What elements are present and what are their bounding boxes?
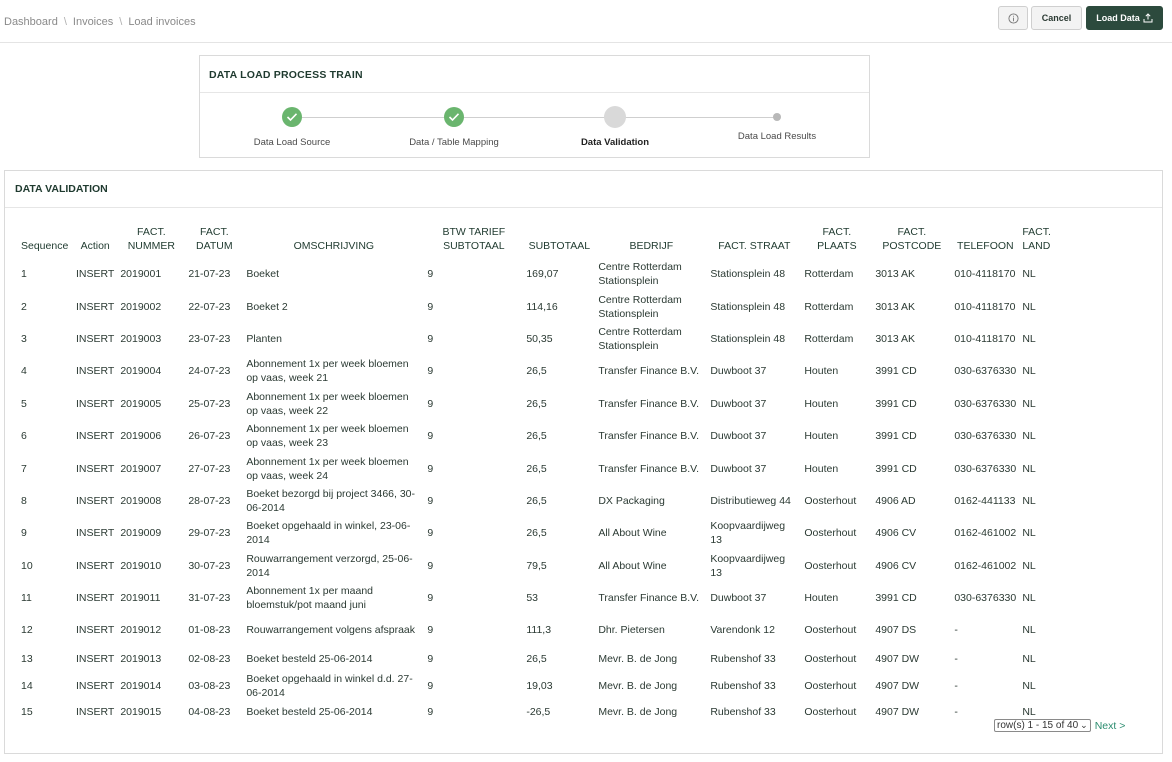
table-cell: 11 [21, 592, 32, 605]
table-cell: INSERT [76, 706, 115, 719]
table-row [19, 420, 1059, 452]
table-cell: 12 [21, 624, 33, 637]
table-cell: Oosterhout [804, 494, 857, 507]
table-cell: Mevr. B. de Jong [598, 706, 678, 719]
table-row [19, 647, 1059, 672]
table-cell: 04-08-23 [188, 706, 231, 719]
table-cell: 3013 AK [875, 300, 916, 313]
table-row [19, 517, 1059, 549]
step-data-load-source[interactable] [222, 106, 362, 148]
table-cell: 4906 CV [875, 559, 917, 572]
table-cell: 169,07 [526, 268, 559, 281]
table-cell: 7 [21, 462, 27, 475]
column-header[interactable]: FACT. LAND [1022, 226, 1051, 252]
table-row [19, 672, 1059, 700]
table-cell: 9 [427, 559, 434, 572]
table-cell: Stationsplein 48 [710, 332, 786, 345]
table-cell: NL [1022, 592, 1036, 605]
table-cell: Oosterhout [804, 559, 857, 572]
table-cell: INSERT [76, 527, 115, 540]
table-cell: Oosterhout [804, 679, 857, 692]
table-cell: NL [1022, 624, 1036, 637]
table-cell: Duwboot 37 [710, 397, 767, 410]
table-cell: 9 [427, 653, 434, 666]
step-data-validation [545, 106, 685, 148]
table-cell: 79,5 [526, 559, 547, 572]
next-page-link[interactable]: Next > [1094, 719, 1126, 732]
load-data-button[interactable] [1086, 6, 1163, 30]
table-cell: 53 [526, 592, 539, 605]
table-cell: 28-07-23 [188, 494, 231, 507]
table-cell: 6 [21, 430, 27, 443]
table-cell: - [954, 624, 958, 637]
step-label: Data Load Results [737, 131, 817, 142]
process-train-title: DATA LOAD PROCESS TRAIN [200, 56, 869, 93]
table-cell: INSERT [76, 592, 115, 605]
table-cell: 030-6376330 [954, 397, 1017, 410]
table-cell: 2019007 [120, 462, 162, 475]
table-cell: Rubenshof 33 [710, 679, 776, 692]
table-cell: 24-07-23 [188, 365, 231, 378]
table-cell: 2019003 [120, 332, 162, 345]
column-header[interactable]: SUBTOTAAL [528, 240, 591, 252]
table-cell: - [954, 653, 958, 666]
table-header-row [19, 225, 1059, 258]
table-cell: 2019012 [120, 624, 162, 637]
table-cell: Oosterhout [804, 706, 857, 719]
table-cell: Houten [804, 365, 839, 378]
table-cell: 9 [427, 592, 434, 605]
table-cell: Boeket [246, 268, 280, 281]
column-header[interactable]: OMSCHRIJVING [293, 240, 375, 252]
table-cell: 23-07-23 [188, 332, 231, 345]
table-cell: NL [1022, 527, 1036, 540]
table-cell: 8 [21, 494, 27, 507]
step-label: Data Load Source [253, 137, 331, 148]
table-cell: 13 [21, 653, 33, 666]
table-cell: Centre Rotterdam Stationsplein [598, 261, 682, 288]
table-cell: 2019014 [120, 679, 162, 692]
table-cell: Houten [804, 462, 839, 475]
table-cell: 010-4118170 [954, 268, 1016, 281]
table-row [19, 582, 1059, 614]
table-cell: 2019004 [120, 365, 162, 378]
table-cell: - [954, 706, 958, 719]
table-cell: Boeket 2 [246, 300, 288, 313]
table-cell: 1 [21, 268, 27, 281]
breadcrumb-current: Load invoices [128, 16, 196, 28]
table-cell: 114,16 [526, 300, 558, 313]
table-cell: NL [1022, 462, 1036, 475]
table-cell: 030-6376330 [954, 462, 1017, 475]
table-cell: Abonnement 1x per week bloemen op vaas, week 24 [246, 455, 409, 482]
table-cell: NL [1022, 332, 1036, 345]
table-cell: 9 [21, 527, 27, 540]
table-cell: 9 [427, 462, 434, 475]
top-bar [0, 0, 1172, 43]
table-cell: 4 [21, 365, 27, 378]
table-cell: All About Wine [598, 527, 667, 540]
table-cell: 9 [427, 706, 434, 719]
table-cell: 2019010 [120, 559, 162, 572]
table-row [19, 323, 1059, 355]
table-cell: 3013 AK [875, 332, 916, 345]
table-cell: Boeket besteld 25-06-2014 [246, 653, 373, 666]
load-data-label: Load Data [1096, 13, 1140, 23]
table-cell: NL [1022, 653, 1036, 666]
table-cell: Rubenshof 33 [710, 653, 776, 666]
table-cell: - [954, 679, 958, 692]
table-cell: Oosterhout [804, 653, 857, 666]
table-cell: 4907 DS [875, 624, 917, 637]
table-cell: 26,5 [526, 494, 547, 507]
step-data-load-results [707, 106, 847, 142]
table-cell: 01-08-23 [188, 624, 231, 637]
table-cell: Centre Rotterdam Stationsplein [598, 293, 682, 320]
check-icon [282, 107, 302, 127]
table-cell: Rubenshof 33 [710, 706, 776, 719]
table-cell: 21-07-23 [188, 268, 231, 281]
table-cell: INSERT [76, 559, 115, 572]
table-cell: INSERT [76, 494, 115, 507]
table-cell: 9 [427, 527, 434, 540]
cancel-button[interactable]: Cancel [1031, 6, 1082, 30]
table-cell: 0162-441133 [954, 494, 1016, 507]
table-cell: 111,3 [526, 624, 552, 637]
table-row [19, 550, 1059, 582]
table-cell: Rotterdam [804, 332, 854, 345]
table-cell: Boeket besteld 25-06-2014 [246, 706, 373, 719]
table-cell: Houten [804, 430, 839, 443]
table-cell: DX Packaging [598, 494, 665, 507]
table-row [19, 614, 1059, 646]
table-cell: 2019015 [120, 706, 162, 719]
table-cell: 3 [21, 332, 27, 345]
table-cell: 9 [427, 300, 434, 313]
table-cell: 010-4118170 [954, 300, 1016, 313]
table-cell: 26,5 [526, 430, 547, 443]
column-header[interactable]: TELEFOON [957, 240, 1014, 252]
table-row [19, 290, 1059, 322]
table-cell: INSERT [76, 679, 115, 692]
table-cell: INSERT [76, 397, 115, 410]
table-row [19, 485, 1059, 517]
column-header[interactable]: Action [80, 240, 110, 252]
table-cell: 50,35 [526, 332, 553, 345]
pagination [994, 719, 1125, 732]
table-cell: NL [1022, 397, 1036, 410]
table-cell: 26-07-23 [188, 430, 231, 443]
check-icon [444, 107, 464, 127]
table-cell: 9 [427, 494, 434, 507]
breadcrumb-dashboard[interactable]: Dashboard [4, 16, 58, 28]
chevron-down-icon: ⌄ [1080, 720, 1088, 730]
table-cell: 26,5 [526, 527, 547, 540]
table-cell: 010-4118170 [954, 332, 1016, 345]
table-cell: Duwboot 37 [710, 365, 767, 378]
table-cell: NL [1022, 679, 1036, 692]
table-cell: 19,03 [526, 679, 553, 692]
row-range-label: row(s) 1 - 15 of 40 [997, 720, 1079, 731]
table-cell: INSERT [76, 653, 115, 666]
table-cell: Mevr. B. de Jong [598, 679, 678, 692]
data-validation-region [4, 170, 1163, 754]
column-header[interactable]: FACT. POSTCODE [882, 226, 942, 252]
table-cell: Rotterdam [804, 268, 854, 281]
table-cell: Stationsplein 48 [710, 300, 786, 313]
table-cell: Abonnement 1x per week bloemen op vaas, week 21 [246, 358, 409, 385]
table-cell: 2019001 [120, 268, 162, 281]
table-cell: 4907 DW [875, 706, 920, 719]
table-cell: Boeket opgehaald in winkel, 23-06-2014 [246, 520, 411, 547]
table-cell: 31-07-23 [188, 592, 231, 605]
table-cell: 26,5 [526, 397, 547, 410]
table-row [19, 355, 1059, 387]
column-header[interactable]: FACT. PLAATS [817, 226, 857, 252]
table-cell: 26,5 [526, 462, 547, 475]
table-cell: 14 [21, 679, 33, 692]
column-header[interactable]: FACT. NUMMER [127, 226, 175, 252]
validation-table [19, 225, 1059, 725]
breadcrumb-separator: \ [119, 16, 123, 28]
table-cell: INSERT [76, 268, 115, 281]
table-cell: 030-6376330 [954, 592, 1017, 605]
table-cell: Varendonk 12 [710, 624, 775, 637]
process-train-connector [292, 117, 777, 118]
table-cell: Abonnement 1x per week bloemen op vaas, week 23 [246, 423, 409, 450]
table-cell: 30-07-23 [188, 559, 231, 572]
table-cell: Transfer Finance B.V. [598, 462, 700, 475]
table-cell: 2019008 [120, 494, 162, 507]
upload-icon [1143, 13, 1153, 23]
table-cell: 4906 CV [875, 527, 917, 540]
table-cell: All About Wine [598, 559, 667, 572]
table-cell: Transfer Finance B.V. [598, 592, 700, 605]
table-cell: 2019013 [120, 653, 162, 666]
table-body [19, 258, 1059, 725]
table-cell: Rotterdam [804, 300, 854, 313]
table-cell: 22-07-23 [188, 300, 231, 313]
table-cell: Duwboot 37 [710, 462, 767, 475]
table-cell: Abonnement 1x per week bloemen op vaas, week 22 [246, 390, 409, 417]
table-cell: INSERT [76, 430, 115, 443]
table-cell: INSERT [76, 365, 115, 378]
table-cell: INSERT [76, 462, 115, 475]
table-cell: Koopvaardijweg 13 [710, 520, 786, 547]
table-cell: Mevr. B. de Jong [598, 653, 678, 666]
breadcrumb-separator: \ [63, 16, 67, 28]
pending-step-indicator [773, 113, 781, 121]
table-cell: INSERT [76, 332, 115, 345]
table-cell: 3991 CD [875, 592, 917, 605]
table-cell: 26,5 [526, 365, 547, 378]
table-cell: 5 [21, 397, 27, 410]
table-cell: 9 [427, 430, 434, 443]
breadcrumb [4, 16, 196, 28]
table-cell: 15 [21, 706, 33, 719]
current-step-indicator [604, 106, 626, 128]
table-cell: 030-6376330 [954, 430, 1017, 443]
table-cell: Stationsplein 48 [710, 268, 786, 281]
table-cell: 3991 CD [875, 462, 917, 475]
table-cell: 02-08-23 [188, 653, 231, 666]
table-cell: NL [1022, 706, 1036, 719]
table-cell: Transfer Finance B.V. [598, 365, 700, 378]
row-range-select[interactable] [994, 719, 1091, 732]
table-cell: Duwboot 37 [710, 592, 767, 605]
table-cell: 9 [427, 679, 434, 692]
table-cell: 4907 DW [875, 653, 920, 666]
table-cell: 27-07-23 [188, 462, 231, 475]
table-row [19, 388, 1059, 420]
table-cell: Boeket opgehaald in winkel d.d. 27-06-2014 [246, 672, 413, 699]
table-cell: NL [1022, 365, 1036, 378]
table-cell: 2019002 [120, 300, 162, 313]
table-cell: Houten [804, 397, 839, 410]
column-header[interactable]: BEDRIJF [629, 240, 674, 252]
table-cell: INSERT [76, 624, 115, 637]
table-cell: NL [1022, 300, 1036, 313]
table-cell: Duwboot 37 [710, 430, 767, 443]
table-cell: Centre Rotterdam Stationsplein [598, 325, 682, 352]
table-row [19, 700, 1059, 725]
table-cell: 9 [427, 365, 434, 378]
table-cell: Oosterhout [804, 527, 857, 540]
table-cell: 29-07-23 [188, 527, 231, 540]
table-cell: Dhr. Pietersen [598, 624, 665, 637]
table-cell: 2 [21, 300, 27, 313]
table-cell: 10 [21, 559, 33, 572]
table-cell: 3991 CD [875, 397, 917, 410]
table-cell: Houten [804, 592, 839, 605]
column-header[interactable]: Sequence [21, 240, 69, 252]
table-cell: Rouwarrangement volgens afspraak [246, 624, 416, 637]
table-cell: NL [1022, 430, 1036, 443]
column-header[interactable]: FACT. DATUM [196, 226, 233, 252]
step-label: Data Validation [580, 137, 650, 148]
table-cell: NL [1022, 559, 1036, 572]
table-cell: 2019006 [120, 430, 162, 443]
table-cell: NL [1022, 268, 1036, 281]
step-data-table-mapping[interactable] [384, 106, 524, 148]
table-cell: 2019009 [120, 527, 162, 540]
info-icon [1008, 13, 1019, 24]
table-cell: NL [1022, 494, 1036, 507]
table-cell: Transfer Finance B.V. [598, 397, 700, 410]
help-button[interactable] [998, 6, 1028, 30]
table-cell: 3013 AK [875, 268, 916, 281]
table-cell: 030-6376330 [954, 365, 1017, 378]
table-cell: 2019005 [120, 397, 162, 410]
table-cell: 9 [427, 397, 434, 410]
table-cell: Oosterhout [804, 624, 857, 637]
table-row [19, 452, 1059, 484]
table-cell: Transfer Finance B.V. [598, 430, 700, 443]
step-label: Data / Table Mapping [409, 137, 499, 148]
table-cell: 25-07-23 [188, 397, 231, 410]
breadcrumb-invoices[interactable]: Invoices [72, 16, 114, 28]
table-cell: 9 [427, 332, 434, 345]
table-cell: 0162-461002 [954, 559, 1017, 572]
table-cell: INSERT [76, 300, 115, 313]
table-cell: 4906 AD [875, 494, 916, 507]
table-cell: 03-08-23 [188, 679, 231, 692]
table-cell: 3991 CD [875, 365, 917, 378]
table-cell: Koopvaardijweg 13 [710, 552, 786, 579]
table-cell: Abonnement 1x per maand bloemstuk/pot maand juni [246, 585, 373, 612]
column-header[interactable]: BTW TARIEF SUBTOTAAL [442, 226, 506, 252]
table-cell: 3991 CD [875, 430, 917, 443]
table-cell: 9 [427, 624, 434, 637]
table-cell: Rouwarrangement verzorgd, 25-06-2014 [246, 552, 413, 579]
column-header[interactable]: FACT. STRAAT [718, 240, 791, 252]
table-cell: Boeket bezorgd bij project 3466, 30-06-2014 [246, 487, 416, 514]
table-cell: 2019011 [120, 592, 161, 605]
table-cell: 4907 DW [875, 679, 920, 692]
table-cell: -26,5 [526, 706, 551, 719]
table-cell: Planten [246, 332, 282, 345]
table-cell: Distributieweg 44 [710, 494, 791, 507]
table-cell: 9 [427, 268, 434, 281]
table-row [19, 258, 1059, 290]
table-cell: 0162-461002 [954, 527, 1017, 540]
table-cell: 26,5 [526, 653, 547, 666]
process-train [199, 55, 870, 158]
data-validation-title: DATA VALIDATION [5, 171, 1162, 208]
